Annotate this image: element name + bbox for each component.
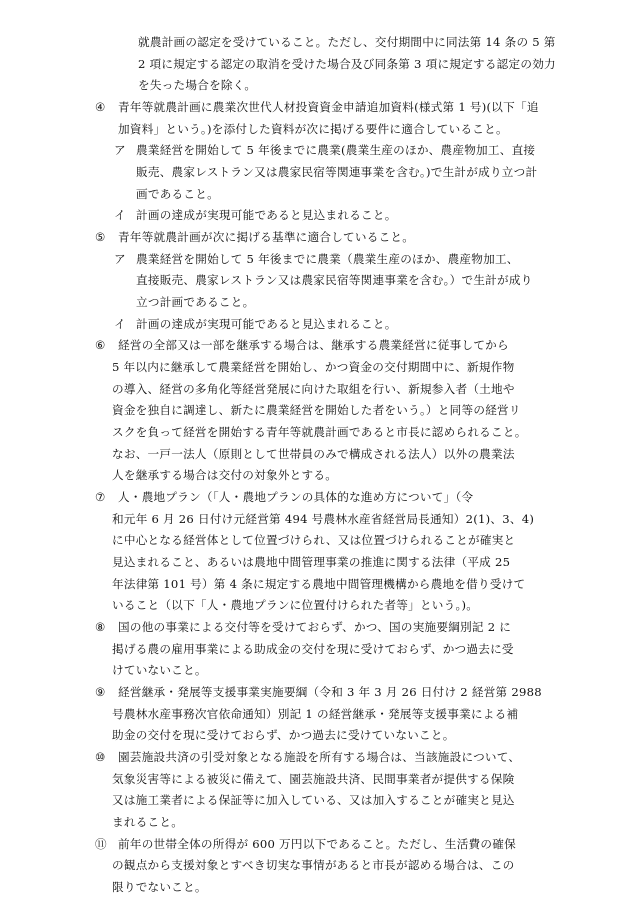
text-line: 農業経営を開始して 5 年後までに農業(農業生産のほか、農産物加工、直接: [136, 143, 536, 158]
text-line: 経営継承・発展等支援事業実施要綱（令和 3 年 3 月 26 日付け 2 経営第 2988: [118, 685, 542, 699]
text-line: 和元年 6 月 26 日付け元経営第 494 号農林水産省経営局長通知）2(1)、3、4): [112, 511, 535, 526]
text-line: 青年等就農計画が次に掲げる基準に適合していること。: [118, 230, 415, 244]
text-line: けていないこと。: [112, 663, 207, 678]
text-line: 農業経営を開始して 5 年後までに農業（農業生産のほか、農産物加工、: [136, 251, 519, 266]
subitem-marker-a: ア: [114, 251, 126, 266]
text-line: 気象災害等による被災に備えて、園芸施設共済、民間事業者が提供する保険: [112, 771, 515, 786]
subitem-marker-i: イ: [114, 316, 126, 331]
text-line: 人・農地プラン（「人・農地プランの具体的な進め方について」（令: [118, 490, 474, 504]
text-line: 計画の達成が実現可能であると見込まれること。: [136, 208, 397, 223]
text-line: の観点から支援対象とすべき切実な事情があると市長が認める場合は、この: [112, 858, 515, 873]
item-number-11: ⑪: [95, 836, 107, 851]
text-line: 号農林水産事務次官依命通知）別記 1 の経営継承・発展等支援事業による補: [112, 706, 519, 721]
text-line: 就農計画の認定を受けていること。ただし、交付期間中に同法第 14 条の 5 第: [138, 35, 556, 49]
text-line: 園芸施設共済の引受対象となる施設を所有する場合は、当該施設について、: [118, 750, 521, 764]
subitem-marker-a: ア: [114, 143, 126, 158]
text-line: 青年等就農計画に農業次世代人材投資資金申請追加資料(様式第 1 号)(以下「追: [118, 100, 539, 114]
text-line: を失った場合を除く。: [138, 78, 257, 93]
item-number-4: ④: [95, 100, 106, 114]
item-number-8: ⑧: [95, 620, 106, 634]
text-line: に中心となる経営体として位置づけられ、又は位置づけられることが確実と: [112, 533, 516, 548]
text-line: 立つ計画であること。: [136, 295, 255, 309]
text-line: 掲げる農の雇用事業による助成金の交付を現に受けておらず、かつ過去に受: [112, 641, 514, 656]
text-line: まれること。: [112, 815, 184, 829]
text-line: 資金を独自に調達し、新たに農業経営を開始した者をいう。）と同等の経営リ: [112, 403, 521, 418]
text-line: 又は施工業者による保証等に加入している、又は加入することが確実と見込: [112, 793, 515, 808]
text-line: 2 項に規定する認定の取消を受けた場合及び同条第 3 項に規定する認定の効力: [138, 56, 556, 71]
item-number-5: ⑤: [95, 230, 106, 244]
text-line: の導入、経営の多角化等経営発展に向けた取組を行い、新規参入者（土地や: [112, 381, 515, 396]
text-line: 助金の交付を現に受けておらず、かつ過去に受けていないこと。: [112, 728, 455, 743]
text-line: 加資料」という。)を添付した資料が次に掲げる要件に適合していること。: [118, 121, 508, 136]
text-line: スクを負って経営を開始する青年等就農計画であると市長に認められること。: [112, 425, 527, 439]
item-number-9: ⑨: [95, 685, 106, 699]
text-line: 画であること。: [136, 186, 219, 201]
text-line: 限りでないこと。: [112, 880, 207, 894]
text-line: なお、一戸一法人（原則として世帯員のみで構成される法人）以外の農業法: [112, 446, 515, 461]
item-number-10: ⑩: [95, 750, 106, 764]
item-number-6: ⑥: [95, 338, 106, 353]
text-line: 販売、農家レストラン又は農家民宿等関連事業を含む。)で生計が成り立つ計: [136, 165, 538, 179]
text-line: 計画の達成が実現可能であると見込まれること。: [136, 316, 397, 331]
text-line: 直接販売、農家レストラン又は農家民宿等関連事業を含む。）で生計が成り: [136, 273, 533, 288]
text-line: 国の他の事業による交付等を受けておらず、かつ、国の実施要綱別記 2 に: [118, 620, 512, 634]
text-line: 前年の世帯全体の所得が 600 万円以下であること。ただし、生活費の確保: [118, 836, 516, 851]
item-number-7: ⑦: [95, 490, 106, 504]
text-line: 年法律第 101 号）第 4 条に規定する農地中間管理機構から農地を借り受けて: [112, 576, 526, 591]
text-line: 経営の全部又は一部を継承する場合は、継承する農業経営に従事してから: [118, 338, 509, 353]
text-line: 5 年以内に継承して農業経営を開始し、かつ資金の交付期間中に、新規作物: [112, 360, 515, 374]
text-line: いること（以下「人・農地プランに位置付けられた者等」という。)。: [112, 598, 479, 613]
subitem-marker-i: イ: [114, 208, 126, 223]
text-line: 人を継承する場合は交付の対象外とする。: [112, 468, 338, 483]
text-line: 見込まれること、あるいは農地中間管理事業の推進に関する法律（平成 25: [112, 555, 511, 569]
